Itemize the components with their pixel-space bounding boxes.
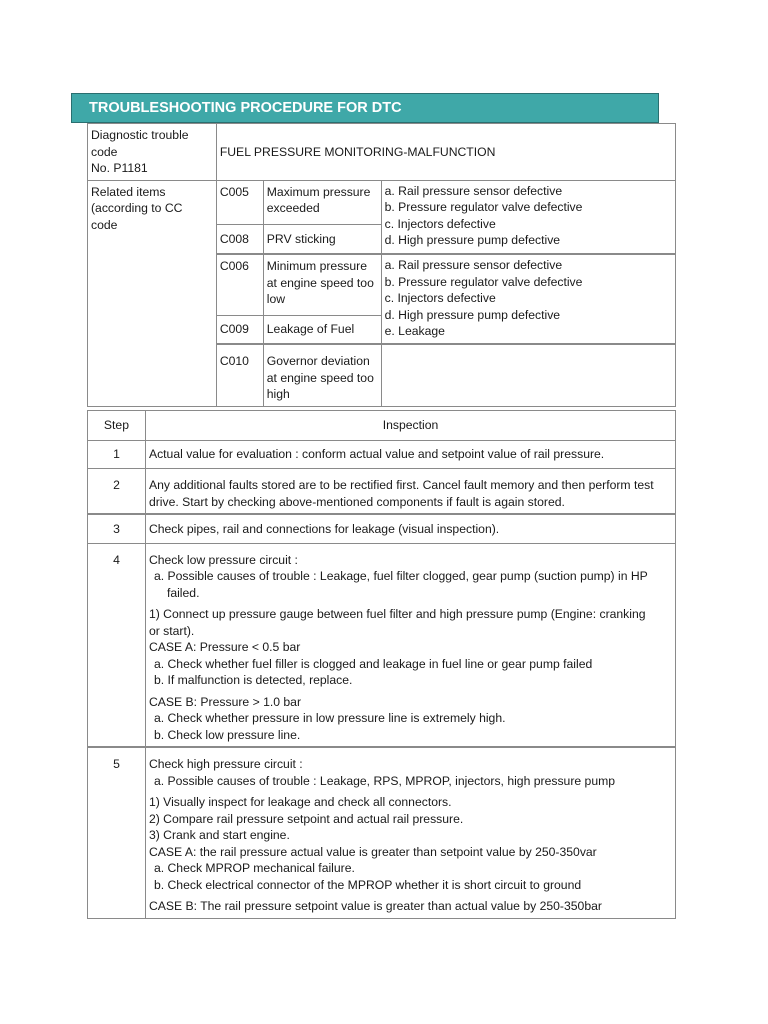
related-label-line2: (according to CC <box>91 201 183 215</box>
inspection-line: CASE B: Pressure > 1.0 bar <box>148 694 302 709</box>
step-header: Step <box>88 411 146 441</box>
table-row <box>88 441 676 469</box>
table-row <box>88 514 676 543</box>
code-c009: C009 <box>219 322 249 336</box>
dtc-value: FUEL PRESSURE MONITORING-MALFUNCTION <box>219 144 496 159</box>
inspection-line: Check pipes, rail and connections for leakage (visual inspection). <box>148 521 500 536</box>
inspection-line: Any additional faults stored are to be rectified first. Cancel fault memory and then perform test <box>148 478 654 492</box>
code-desc: at engine speed too <box>266 370 374 385</box>
dtc-value-cell <box>216 124 675 181</box>
inspection-line: a. Check whether fuel filler is clogged and leakage in fuel line or gear pump failed <box>153 656 593 671</box>
cause-item: c. Injectors defective <box>384 216 496 231</box>
inspection-cell <box>145 514 675 543</box>
related-items-label-cell <box>88 180 217 406</box>
causes-empty-cell <box>381 344 675 406</box>
inspection-line: a. Check whether pressure in low pressure line is extremely high. <box>153 711 506 725</box>
cause-item: b. Pressure regulator valve defective <box>384 200 583 214</box>
code-desc-cell <box>263 180 381 224</box>
cause-item: a. Rail pressure sensor defective <box>384 183 563 198</box>
inspection-line: 3) Crank and start engine. <box>148 828 290 842</box>
inspection-line: b. Check low pressure line. <box>153 727 301 742</box>
step-number: 2 <box>88 469 146 515</box>
code-desc: Governor deviation <box>266 354 370 368</box>
cause-item: b. Pressure regulator valve defective <box>384 274 583 289</box>
inspection-line: a. Possible causes of trouble : Leakage, fuel filter clogged, gear pump (suction pump) in HP <box>153 569 648 583</box>
step-number: 3 <box>88 514 146 543</box>
inspection-line: or start). <box>148 623 195 638</box>
inspection-line: b. Check electrical connector of the MPROP whether it is short circuit to ground <box>153 877 582 892</box>
inspection-line: Check high pressure circuit : <box>148 757 303 771</box>
code-c008: C008 <box>219 231 249 246</box>
code-cell <box>216 254 263 315</box>
code-c010: C010 <box>219 354 249 368</box>
inspection-header: Inspection <box>145 411 675 441</box>
code-desc: Maximum pressure <box>266 184 371 199</box>
inspection-line: Check low pressure circuit : <box>148 552 298 567</box>
dtc-label-line2: No. P1181 <box>91 161 148 175</box>
dtc-info-table <box>87 123 676 407</box>
code-desc: PRV sticking <box>266 231 336 246</box>
code-desc: Minimum pressure <box>266 259 368 273</box>
cause-item: a. Rail pressure sensor defective <box>384 258 563 272</box>
code-desc-cell <box>263 344 381 406</box>
inspection-line: Actual value for evaluation : conform actual value and setpoint value of rail pressure. <box>148 447 605 462</box>
inspection-line: CASE A: Pressure < 0.5 bar <box>148 640 301 654</box>
causes-group1-cell <box>381 180 675 254</box>
cause-item: c. Injectors defective <box>384 291 496 305</box>
code-cell <box>216 344 263 406</box>
code-cell <box>216 315 263 344</box>
inspection-line: drive. Start by checking above-mentioned components if fault is again stored. <box>148 494 565 509</box>
table-row <box>88 469 676 515</box>
code-cell <box>216 224 263 254</box>
related-label-line1: Related items <box>91 184 166 199</box>
code-desc: at engine speed too <box>266 275 374 290</box>
inspection-line: failed. <box>166 585 200 600</box>
inspection-line: 1) Visually inspect for leakage and check all connectors. <box>148 795 452 809</box>
code-c006: C006 <box>219 259 249 273</box>
code-desc: low <box>266 292 286 306</box>
related-label-line3: code <box>91 217 118 232</box>
table-row <box>88 747 676 918</box>
step-number: 5 <box>88 747 146 918</box>
inspection-cell <box>145 469 675 515</box>
dtc-label-line1: Diagnostic trouble code <box>91 128 189 159</box>
page-title: TROUBLESHOOTING PROCEDURE FOR DTC <box>71 93 659 123</box>
inspection-steps-table <box>87 410 676 919</box>
dtc-label-cell <box>88 124 217 181</box>
code-desc-cell <box>263 224 381 254</box>
inspection-line: 1) Connect up pressure gauge between fuel filter and high pressure pump (Engine: cranking <box>148 607 646 621</box>
code-desc: exceeded <box>266 201 320 215</box>
inspection-line: CASE A: the rail pressure actual value is greater than setpoint value by 250-350var <box>148 844 597 859</box>
inspection-line: a. Possible causes of trouble : Leakage, RPS, MPROP, injectors, high pressure pump <box>153 773 616 788</box>
causes-group2-cell <box>381 254 675 344</box>
code-desc-cell <box>263 254 381 315</box>
inspection-line: a. Check MPROP mechanical failure. <box>153 861 355 875</box>
cause-item: d. High pressure pump defective <box>384 307 561 322</box>
code-c005: C005 <box>219 184 249 199</box>
table-row <box>88 543 676 747</box>
code-desc-cell <box>263 315 381 344</box>
code-desc: high <box>266 387 290 401</box>
step-number: 1 <box>88 441 146 469</box>
inspection-cell <box>145 543 675 747</box>
code-cell <box>216 180 263 224</box>
inspection-cell <box>145 441 675 469</box>
inspection-line: b. If malfunction is detected, replace. <box>153 673 353 687</box>
code-desc: Leakage of Fuel <box>266 322 355 336</box>
inspection-line: CASE B: The rail pressure setpoint value is greater than actual value by 250-350bar <box>148 899 602 913</box>
inspection-line: 2) Compare rail pressure setpoint and actual rail pressure. <box>148 811 464 826</box>
cause-item: d. High pressure pump defective <box>384 233 561 247</box>
step-number: 4 <box>88 543 146 747</box>
cause-item: e. Leakage <box>384 324 445 338</box>
inspection-cell <box>145 747 675 918</box>
